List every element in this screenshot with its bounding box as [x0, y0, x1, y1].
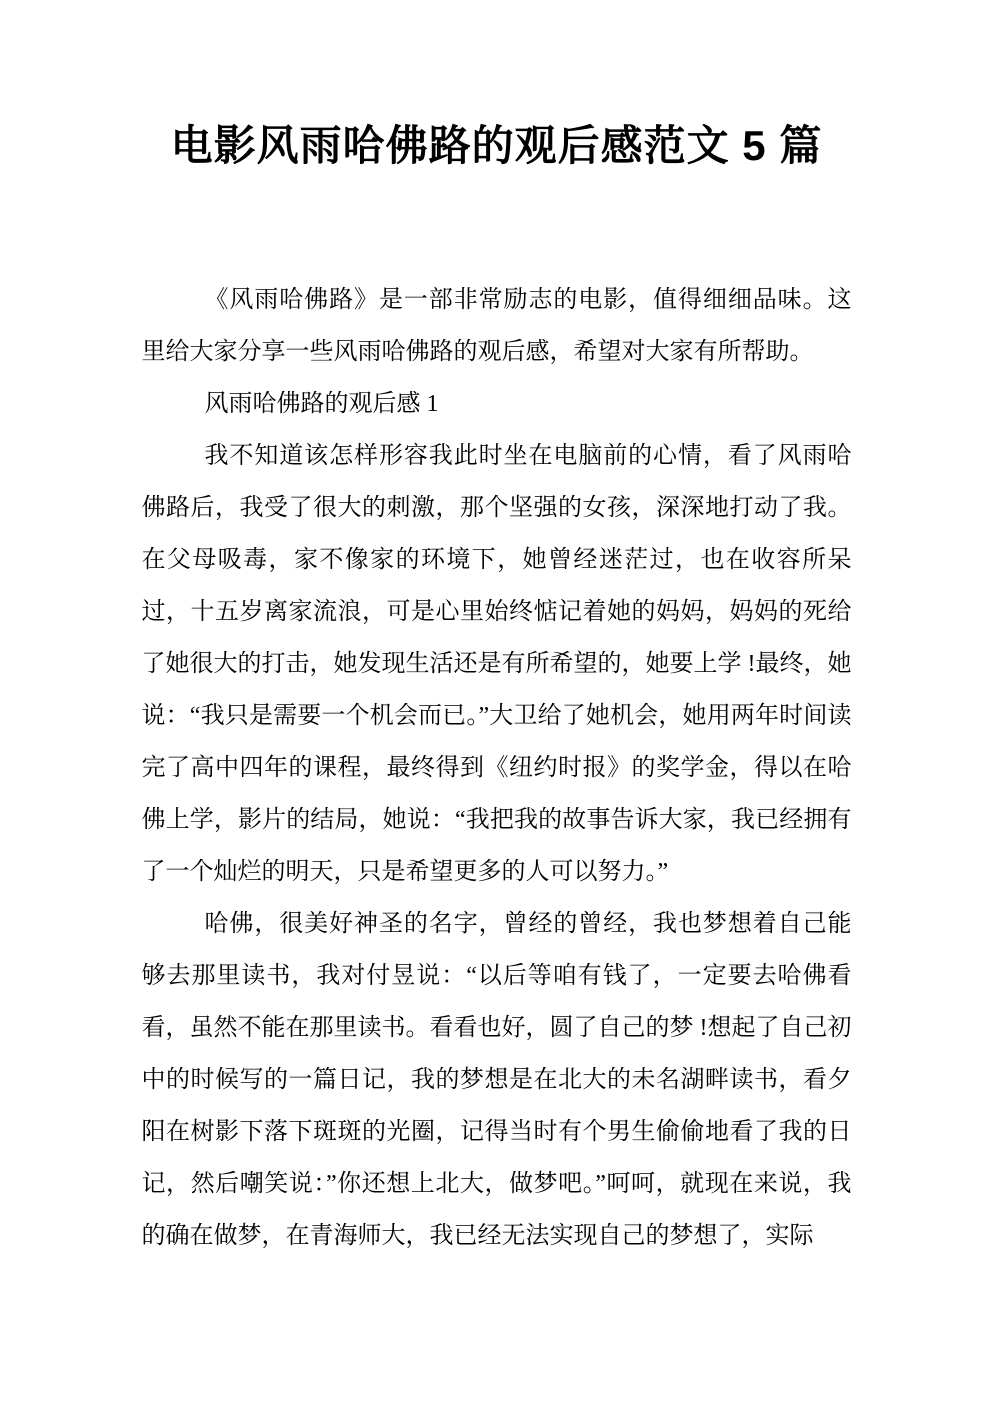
paragraph-review-1-part-1: 我不知道该怎样形容我此时坐在电脑前的心情，看了风雨哈佛路后，我受了很大的刺激，那个坚强的女孩，深深地打动了我。在父母吸毒，家不像家的环境下，她曾经迷茫过，也在收容所呆过，十五岁离家流浪，可是心里始终惦记着她的妈妈，妈妈的死给了她很大的打击，她发现生活还是有所希望的，她要上学 !最终，她说：“我只是需要一个机会而已。”大卫给了她机会，她用两年时间读完了高中四年的课程，最终得到《纽约时报》的奖学金，得以在哈佛上学，影片的结局，她说：“我把我的故事告诉大家，我已经拥有了一个灿烂的明天，只是希望更多的人可以努力。”: [141, 443, 852, 885]
document-body: [142, 274, 852, 1262]
section-heading-1: 风雨哈佛路的观后感 1: [204, 391, 439, 417]
paragraph-intro: 《风雨哈佛路》是一部非常励志的电影，值得细细品味。这里给大家分享一些风雨哈佛路的观后感，希望对大家有所帮助。: [141, 287, 852, 365]
paragraph-review-1-part-2: 哈佛，很美好神圣的名字，曾经的曾经，我也梦想着自己能够去那里读书，我对付昱说：“以后等咱有钱了，一定要去哈佛看看，虽然不能在那里读书。看看也好，圆了自己的梦 !想起了自己初中的时候写的一篇日记，我的梦想是在北大的未名湖畔读书，看夕阳在树影下落下斑斑的光圈，记得当时有个男生偷偷地看了我的日记，然后嘲笑说：”你还想上北大，做梦吧。”呵呵，就现在来说，我的确在做梦，在青海师大，我已经无法实现自己的梦想了，实际: [141, 911, 852, 1249]
document-title: 电影风雨哈佛路的观后感范文 5 篇: [170, 122, 823, 169]
